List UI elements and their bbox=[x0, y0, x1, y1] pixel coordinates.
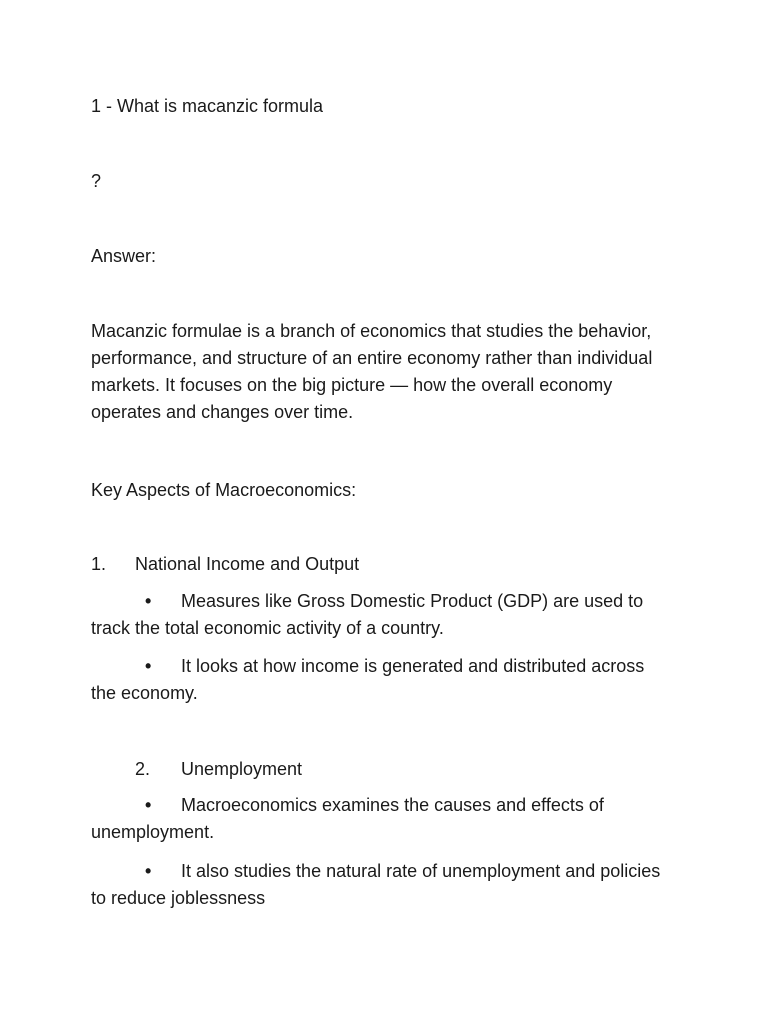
list-item bbox=[91, 588, 691, 642]
bullet-text-continued: to reduce joblessness bbox=[91, 888, 266, 908]
question-mark: ? bbox=[91, 171, 102, 191]
key-aspects-heading: Key Aspects of Macroeconomics: bbox=[91, 480, 357, 500]
bullet-icon: • bbox=[145, 861, 152, 881]
section-number: 1. bbox=[91, 554, 107, 574]
section-title: Unemployment bbox=[181, 759, 303, 779]
list-item bbox=[91, 858, 691, 912]
list-item bbox=[91, 653, 691, 707]
answer-line: operates and changes over time. bbox=[91, 402, 354, 422]
section-heading bbox=[91, 551, 359, 578]
section-title: National Income and Output bbox=[135, 554, 360, 574]
answer-line: performance, and structure of an entire economy rather than individual bbox=[91, 348, 653, 368]
question-text: 1 - What is macanzic formula bbox=[91, 96, 324, 116]
answer-paragraph bbox=[91, 318, 691, 426]
section-heading bbox=[135, 756, 302, 783]
bullet-text: It also studies the natural rate of unemployment and policies bbox=[181, 861, 661, 881]
answer-line: markets. It focuses on the big picture — how the overall economy bbox=[91, 375, 613, 395]
answer-line: Macanzic formulae is a branch of economics that studies the behavior, bbox=[91, 321, 652, 341]
bullet-text-continued: track the total economic activity of a country. bbox=[91, 618, 444, 638]
bullet-icon: • bbox=[145, 591, 152, 611]
bullet-text: It looks at how income is generated and distributed across bbox=[181, 656, 645, 676]
section-number: 2. bbox=[135, 759, 151, 779]
bullet-text: Measures like Gross Domestic Product (GDP) are used to bbox=[181, 591, 644, 611]
bullet-icon: • bbox=[145, 656, 152, 676]
answer-label: Answer: bbox=[91, 246, 157, 266]
bullet-text-continued: unemployment. bbox=[91, 822, 215, 842]
list-item bbox=[91, 792, 691, 846]
bullet-icon: • bbox=[145, 795, 152, 815]
bullet-text: Macroeconomics examines the causes and effects of bbox=[181, 795, 604, 815]
bullet-text-continued: the economy. bbox=[91, 683, 198, 703]
